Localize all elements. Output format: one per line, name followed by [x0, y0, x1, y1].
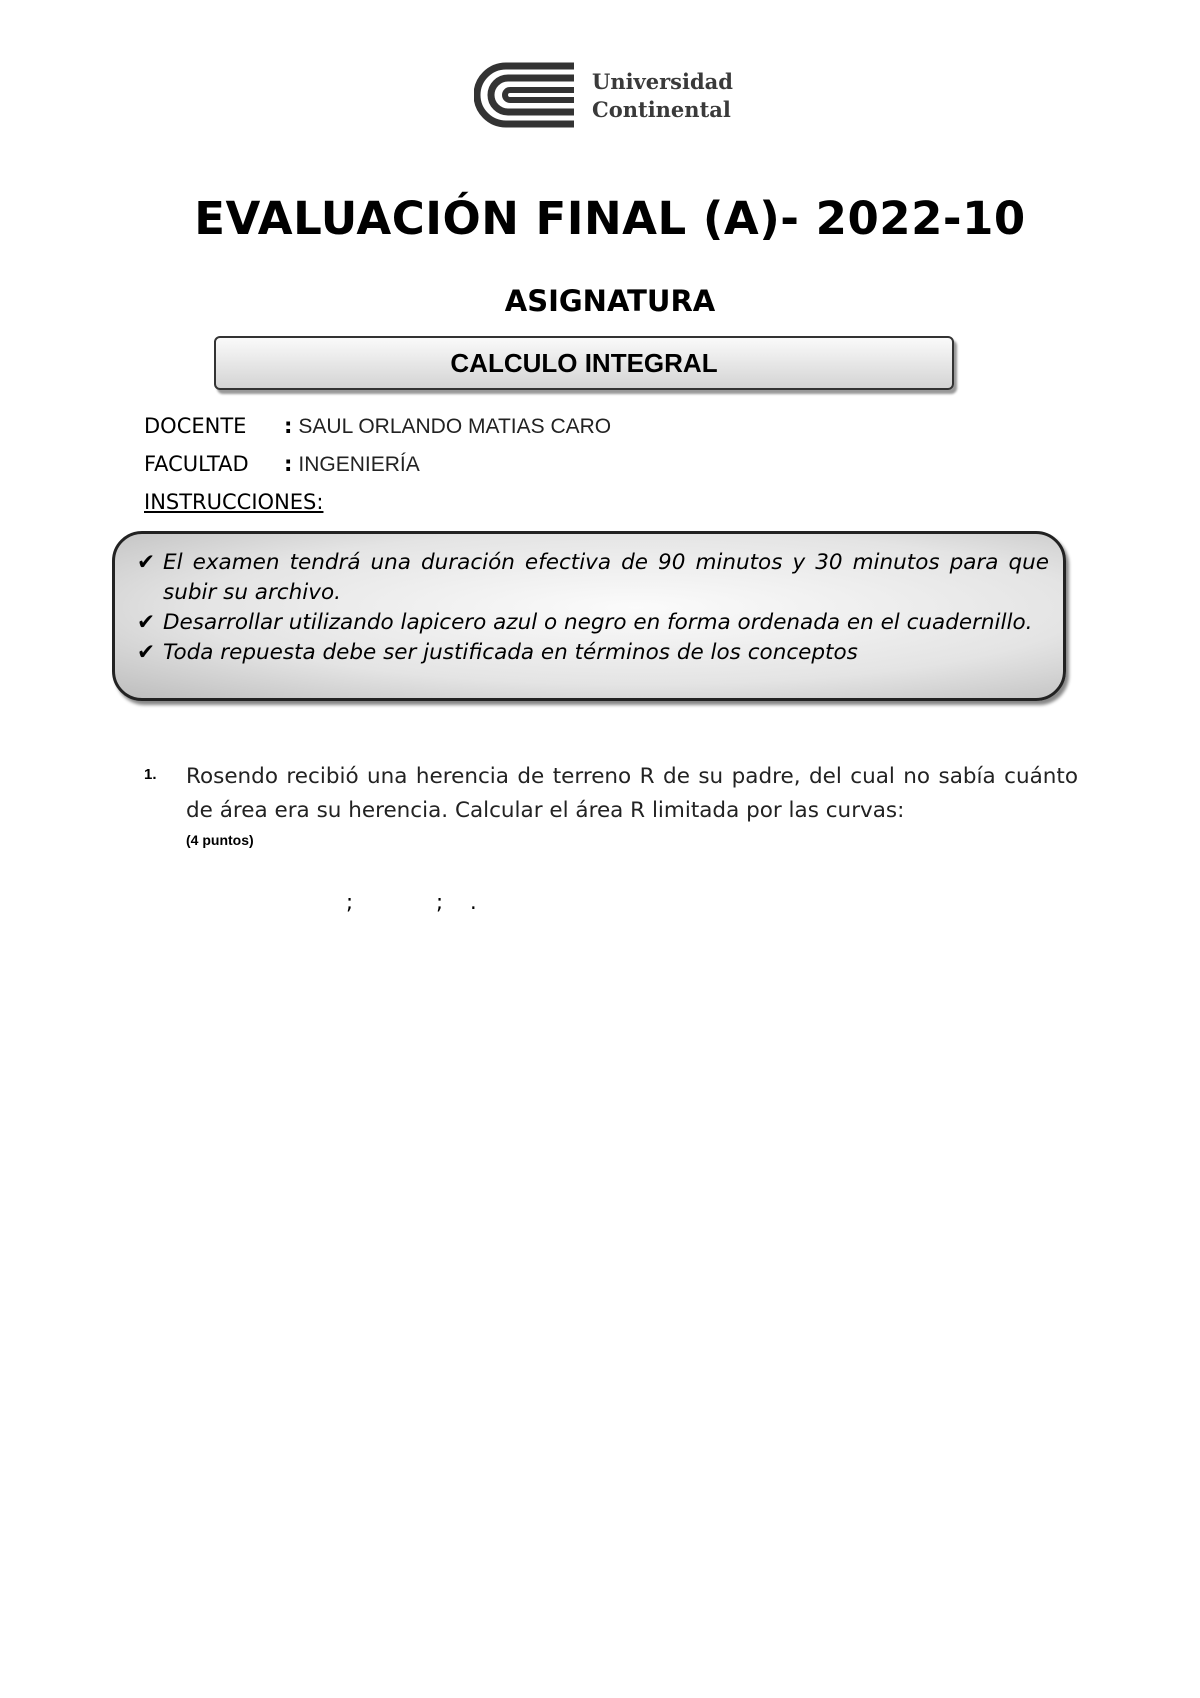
docente-label: DOCENTE — [144, 414, 247, 438]
instruction-item — [137, 548, 1049, 608]
curve-separator: ; — [436, 890, 444, 914]
subject-name-box — [214, 336, 954, 390]
docente-separator: : — [284, 414, 293, 438]
instructions-list — [137, 548, 1049, 668]
question-text: Rosendo recibió una herencia de terreno R de su padre, del cual no sabía cuánto de área era su herencia. Calcular el área R limitada por las curvas: — [186, 764, 1078, 823]
exam-title: EVALUACIÓN FINAL (A)- 2022-10 — [194, 192, 1026, 245]
docente-value: SAUL ORLANDO MATIAS CARO — [298, 415, 612, 438]
instruction-text: Toda repuesta debe ser justificada en términos de los conceptos — [163, 640, 858, 665]
instruction-text: El examen tendrá una duración efectiva de 90 minutos y 30 minutos para que subir su archivo. — [163, 550, 1049, 605]
question-number: 1. — [144, 766, 157, 783]
instruction-text: Desarrollar utilizando lapicero azul o negro en forma ordenada en el cuadernillo. — [163, 610, 1033, 635]
curve-terminator: . — [470, 890, 477, 914]
question-points: (4 puntos) — [186, 832, 254, 848]
university-logo — [474, 56, 754, 130]
instruction-item — [137, 608, 1049, 638]
check-icon: ✔ — [137, 610, 156, 635]
facultad-row — [144, 452, 420, 477]
instructions-heading: INSTRUCCIONES: — [144, 490, 324, 514]
curve-separator: ; — [346, 890, 354, 914]
facultad-label: FACULTAD — [144, 452, 249, 476]
logo-emblem-icon — [474, 62, 578, 128]
facultad-separator: : — [284, 452, 293, 476]
subject-name: CALCULO INTEGRAL — [450, 347, 718, 378]
subject-label: ASIGNATURA — [504, 284, 716, 318]
facultad-value: INGENIERÍA — [298, 453, 420, 476]
check-icon: ✔ — [137, 640, 156, 665]
logo-line-2: Continental — [592, 97, 731, 122]
instruction-item — [137, 638, 1049, 668]
instructions-box — [112, 531, 1066, 701]
check-icon: ✔ — [137, 550, 156, 575]
logo-text — [592, 68, 733, 124]
docente-row — [144, 414, 611, 439]
logo-line-1: Universidad — [592, 69, 733, 94]
